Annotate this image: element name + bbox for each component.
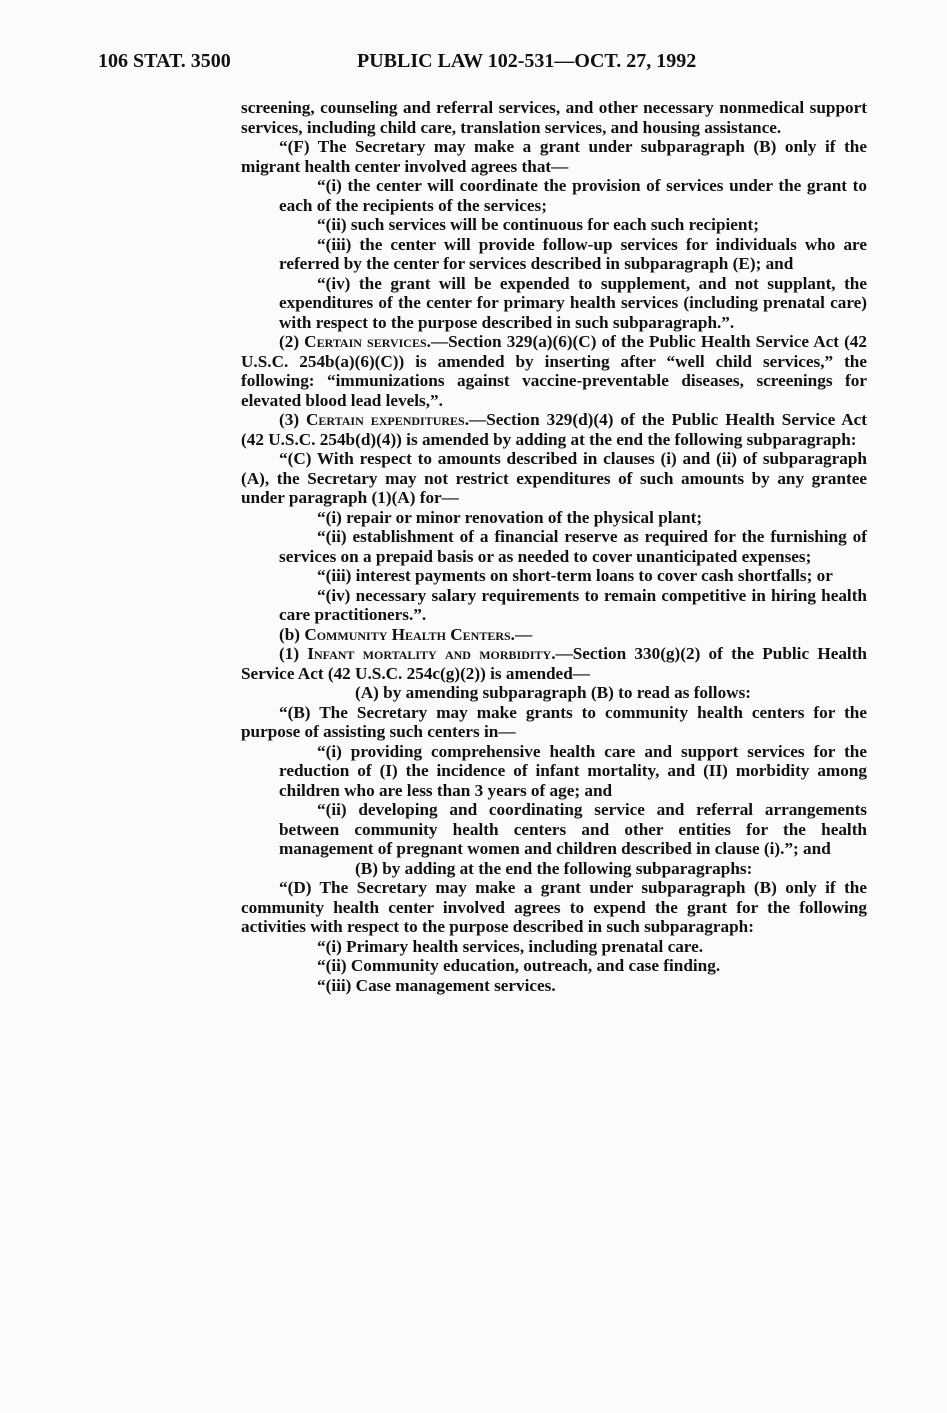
paragraph-lead: (3)	[279, 410, 306, 429]
paragraph	[241, 742, 867, 801]
paragraph	[241, 176, 867, 215]
paragraph-text: —	[514, 624, 533, 644]
paragraph	[241, 410, 867, 449]
paragraph-text: screening, counseling and referral services, and other necessary nonmedical support services, including child care, translation services, and housing assistance.	[241, 98, 867, 137]
page-header	[0, 50, 947, 80]
paragraph	[241, 703, 867, 742]
document-body	[241, 98, 867, 995]
paragraph-text: “(i) Primary health services, including prenatal care.	[317, 936, 704, 956]
section-heading: Infant mortality and morbidity.	[307, 644, 556, 663]
paragraph	[241, 644, 867, 683]
paragraph-text: —Section 330(g)(2) of the Public Health Service Act (42 U.S.C. 254c(g)(2)) is amended—	[241, 644, 867, 683]
section-heading: Certain expenditures.	[305, 410, 470, 429]
paragraph	[241, 683, 867, 703]
paragraph	[241, 137, 867, 176]
paragraph	[241, 527, 867, 566]
paragraph	[241, 800, 867, 859]
paragraph-text: —Section 329(a)(6)(C) of the Public Health Service Act (42 U.S.C. 254b(a)(6)(C)) is amended by inserting after “well child services,” the following: “immunizations against vaccine-preventable diseases, screenings for elevated blood lead levels,”.	[241, 332, 867, 410]
section-heading: Community Health Centers.	[304, 624, 515, 644]
paragraph-text: “(i) providing comprehensive health care and support services for the reduction of (I) the incidence of infant mortality, and (II) morbidity among children who are less than 3 years of age; and	[279, 741, 867, 800]
paragraph-text: “(iii) the center will provide follow-up services for individuals who are referred by the center for services described in subparagraph (E); and	[279, 234, 867, 273]
paragraph-text: “(ii) Community education, outreach, and case finding.	[317, 956, 721, 975]
paragraph-text: “(B) The Secretary may make grants to community health centers for the purpose of assisting such centers in—	[241, 702, 867, 741]
public-law-title: PUBLIC LAW 102-531—OCT. 27, 1992	[357, 50, 697, 72]
paragraph	[241, 625, 867, 645]
paragraph	[241, 235, 867, 274]
paragraph-text: “(i) repair or minor renovation of the physical plant;	[317, 507, 703, 527]
paragraph-lead: (2)	[279, 332, 305, 351]
paragraph-lead: (b)	[279, 624, 305, 644]
section-heading: Certain services.	[304, 332, 431, 351]
paragraph-text: “(F) The Secretary may make a grant under subparagraph (B) only if the migrant health center involved agrees that—	[241, 137, 867, 176]
paragraph	[241, 215, 867, 235]
paragraph-text: (B) by adding at the end the following subparagraphs:	[355, 858, 753, 878]
stat-page-number: 106 STAT. 3500	[98, 50, 231, 72]
paragraph-text: “(ii) developing and coordinating service and referral arrangements between community health centers and other entities for the health management of pregnant women and children described in clause (i).”; and	[279, 800, 867, 858]
paragraph-text: “(iii) interest payments on short-term loans to cover cash shortfalls; or	[317, 566, 833, 585]
paragraph-text: “(D) The Secretary may make a grant under subparagraph (B) only if the community health center involved agrees to expend the grant for the following activities with respect to the purpose described in such subparagraph:	[241, 878, 867, 936]
paragraph	[241, 98, 867, 137]
paragraph	[241, 332, 867, 410]
paragraph-lead: (1)	[279, 644, 308, 663]
paragraph	[241, 586, 867, 625]
paragraph	[241, 956, 867, 976]
paragraph-text: “(C) With respect to amounts described in clauses (i) and (ii) of subparagraph (A), the Secretary may not restrict expenditures of such amounts by any grantee under paragraph (1)(A) for—	[241, 449, 867, 507]
paragraph	[241, 878, 867, 937]
paragraph-text: “(ii) such services will be continuous for each such recipient;	[317, 215, 759, 234]
paragraph-text: —Section 329(d)(4) of the Public Health Service Act (42 U.S.C. 254b(d)(4)) is amended by adding at the end the following subparagraph:	[241, 410, 867, 449]
paragraph	[241, 449, 867, 508]
paragraph	[241, 508, 867, 528]
paragraph-text: “(i) the center will coordinate the provision of services under the grant to each of the recipients of the services;	[279, 176, 867, 215]
paragraph	[241, 274, 867, 333]
paragraph	[241, 566, 867, 586]
paragraph	[241, 937, 867, 957]
paragraph-text: “(ii) establishment of a financial reserve as required for the furnishing of services on a prepaid basis or as needed to cover unanticipated expenses;	[279, 527, 867, 566]
paragraph-text: “(iii) Case management services.	[317, 975, 556, 995]
paragraph-text: “(iv) necessary salary requirements to remain competitive in hiring health care practitioners.”.	[279, 585, 867, 624]
paragraph-text: (A) by amending subparagraph (B) to read as follows:	[355, 683, 751, 702]
paragraph-text: “(iv) the grant will be expended to supplement, and not supplant, the expenditures of the center for primary health services (including prenatal care) with respect to the purpose described in such subparagraph.”.	[279, 273, 867, 332]
paragraph	[241, 859, 867, 879]
paragraph	[241, 976, 867, 996]
